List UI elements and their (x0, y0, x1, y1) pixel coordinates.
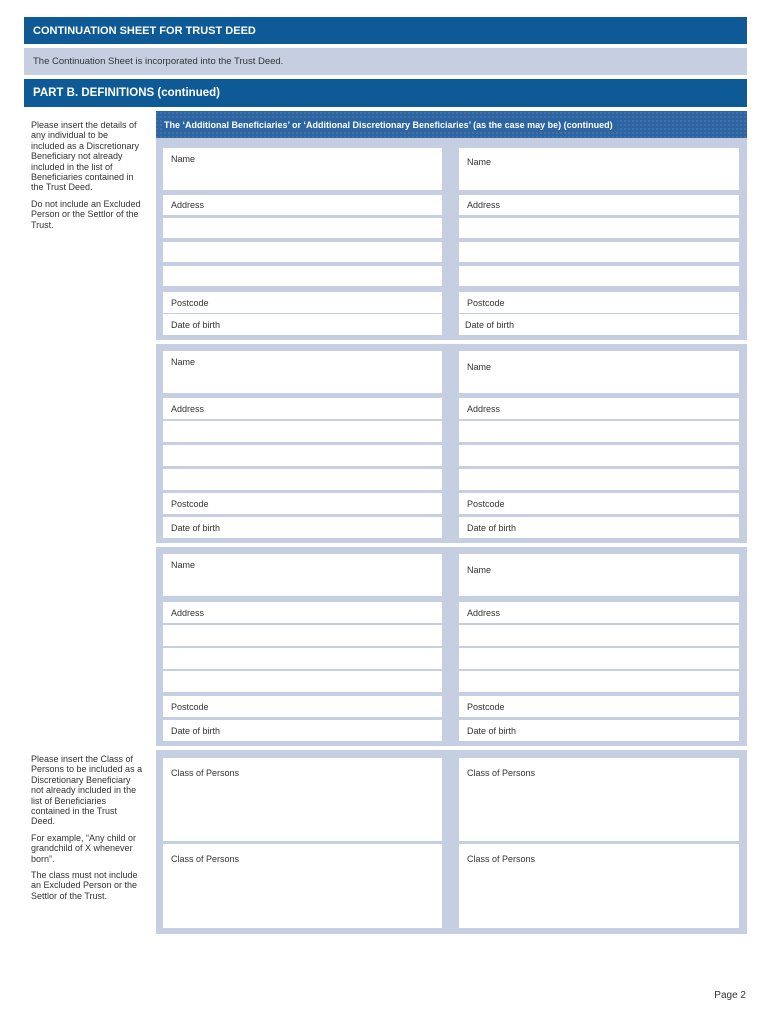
address-field[interactable]: Address (163, 195, 442, 215)
class-instructions (31, 754, 143, 907)
class-instruction-1: Please insert the Class of Persons to be included as a Discretionary Beneficiary not already included in the list of Beneficiaries contained in the Trust Deed. (31, 754, 143, 827)
dob-field[interactable]: Date of birth (163, 314, 442, 335)
address-line-field[interactable] (459, 218, 739, 238)
address-line-field[interactable] (459, 469, 739, 490)
address-line-field[interactable] (163, 671, 442, 692)
name-field[interactable]: Name (163, 351, 442, 393)
class-of-persons-field[interactable]: Class of Persons (459, 844, 739, 928)
beneficiary-instruction-1: Please insert the details of any individual to be included as a Discretionary Beneficiary not already included in the list of Beneficiaries contained in the Trust Deed. (31, 120, 140, 193)
page-title: CONTINUATION SHEET FOR TRUST DEED (24, 17, 747, 44)
address-field[interactable]: Address (459, 195, 739, 215)
address-line-field[interactable] (163, 469, 442, 490)
address-field[interactable]: Address (459, 398, 739, 419)
name-field[interactable]: Name (163, 148, 442, 190)
beneficiary-instructions (31, 120, 143, 236)
address-field[interactable]: Address (163, 602, 442, 623)
address-line-field[interactable] (459, 242, 739, 262)
address-line-field[interactable] (459, 421, 739, 442)
part-b-title: PART B. DEFINITIONS (continued) (24, 79, 747, 107)
postcode-field[interactable]: Postcode (459, 493, 739, 514)
address-field[interactable]: Address (163, 398, 442, 419)
dob-field[interactable]: Date of birth (459, 517, 739, 538)
address-line-field[interactable] (163, 445, 442, 466)
address-line-field[interactable] (163, 625, 442, 646)
class-of-persons-field[interactable]: Class of Persons (163, 844, 442, 928)
address-line-field[interactable] (459, 445, 739, 466)
postcode-field[interactable]: Postcode (163, 493, 442, 514)
class-of-persons-group (156, 750, 747, 934)
beneficiary-group-2 (156, 344, 747, 543)
beneficiary-group-1 (156, 138, 747, 340)
beneficiary-instruction-2: Do not include an Excluded Person or the Settlor of the Trust. (31, 198, 141, 230)
intro-text: The Continuation Sheet is incorporated into the Trust Deed. (24, 48, 747, 75)
postcode-field[interactable]: Postcode (459, 292, 739, 313)
address-line-field[interactable] (163, 218, 442, 238)
class-instruction-3: The class must not include an Excluded Person or the Settlor of the Trust. (31, 870, 138, 901)
dob-field[interactable]: Date of birth (459, 720, 739, 741)
class-of-persons-field[interactable]: Class of Persons (459, 758, 739, 841)
postcode-field[interactable]: Postcode (459, 696, 739, 717)
address-line-field[interactable] (459, 625, 739, 646)
postcode-field[interactable]: Postcode (163, 696, 442, 717)
beneficiaries-subheading: The ‘Additional Beneficiaries’ or ‘Additional Discretionary Beneficiaries’ (as the case may be) (continued) (156, 111, 747, 138)
postcode-field[interactable]: Postcode (163, 292, 442, 313)
dob-field[interactable]: Date of birth (459, 314, 739, 335)
address-line-field[interactable] (459, 266, 739, 286)
name-field[interactable]: Name (459, 148, 739, 190)
address-line-field[interactable] (163, 421, 442, 442)
address-line-field[interactable] (459, 648, 739, 669)
address-line-field[interactable] (163, 242, 442, 262)
address-field[interactable]: Address (459, 602, 739, 623)
name-field[interactable]: Name (163, 554, 442, 596)
address-line-field[interactable] (163, 266, 442, 286)
page-number: Page 2 (714, 990, 746, 1001)
class-instruction-2: For example, “Any child or grandchild of X whenever born”. (31, 832, 137, 864)
name-field[interactable]: Name (459, 351, 739, 393)
class-of-persons-field[interactable]: Class of Persons (163, 758, 442, 841)
name-field[interactable]: Name (459, 554, 739, 596)
dob-field[interactable]: Date of birth (163, 517, 442, 538)
beneficiary-group-3 (156, 547, 747, 746)
dob-field[interactable]: Date of birth (163, 720, 442, 741)
address-line-field[interactable] (163, 648, 442, 669)
address-line-field[interactable] (459, 671, 739, 692)
